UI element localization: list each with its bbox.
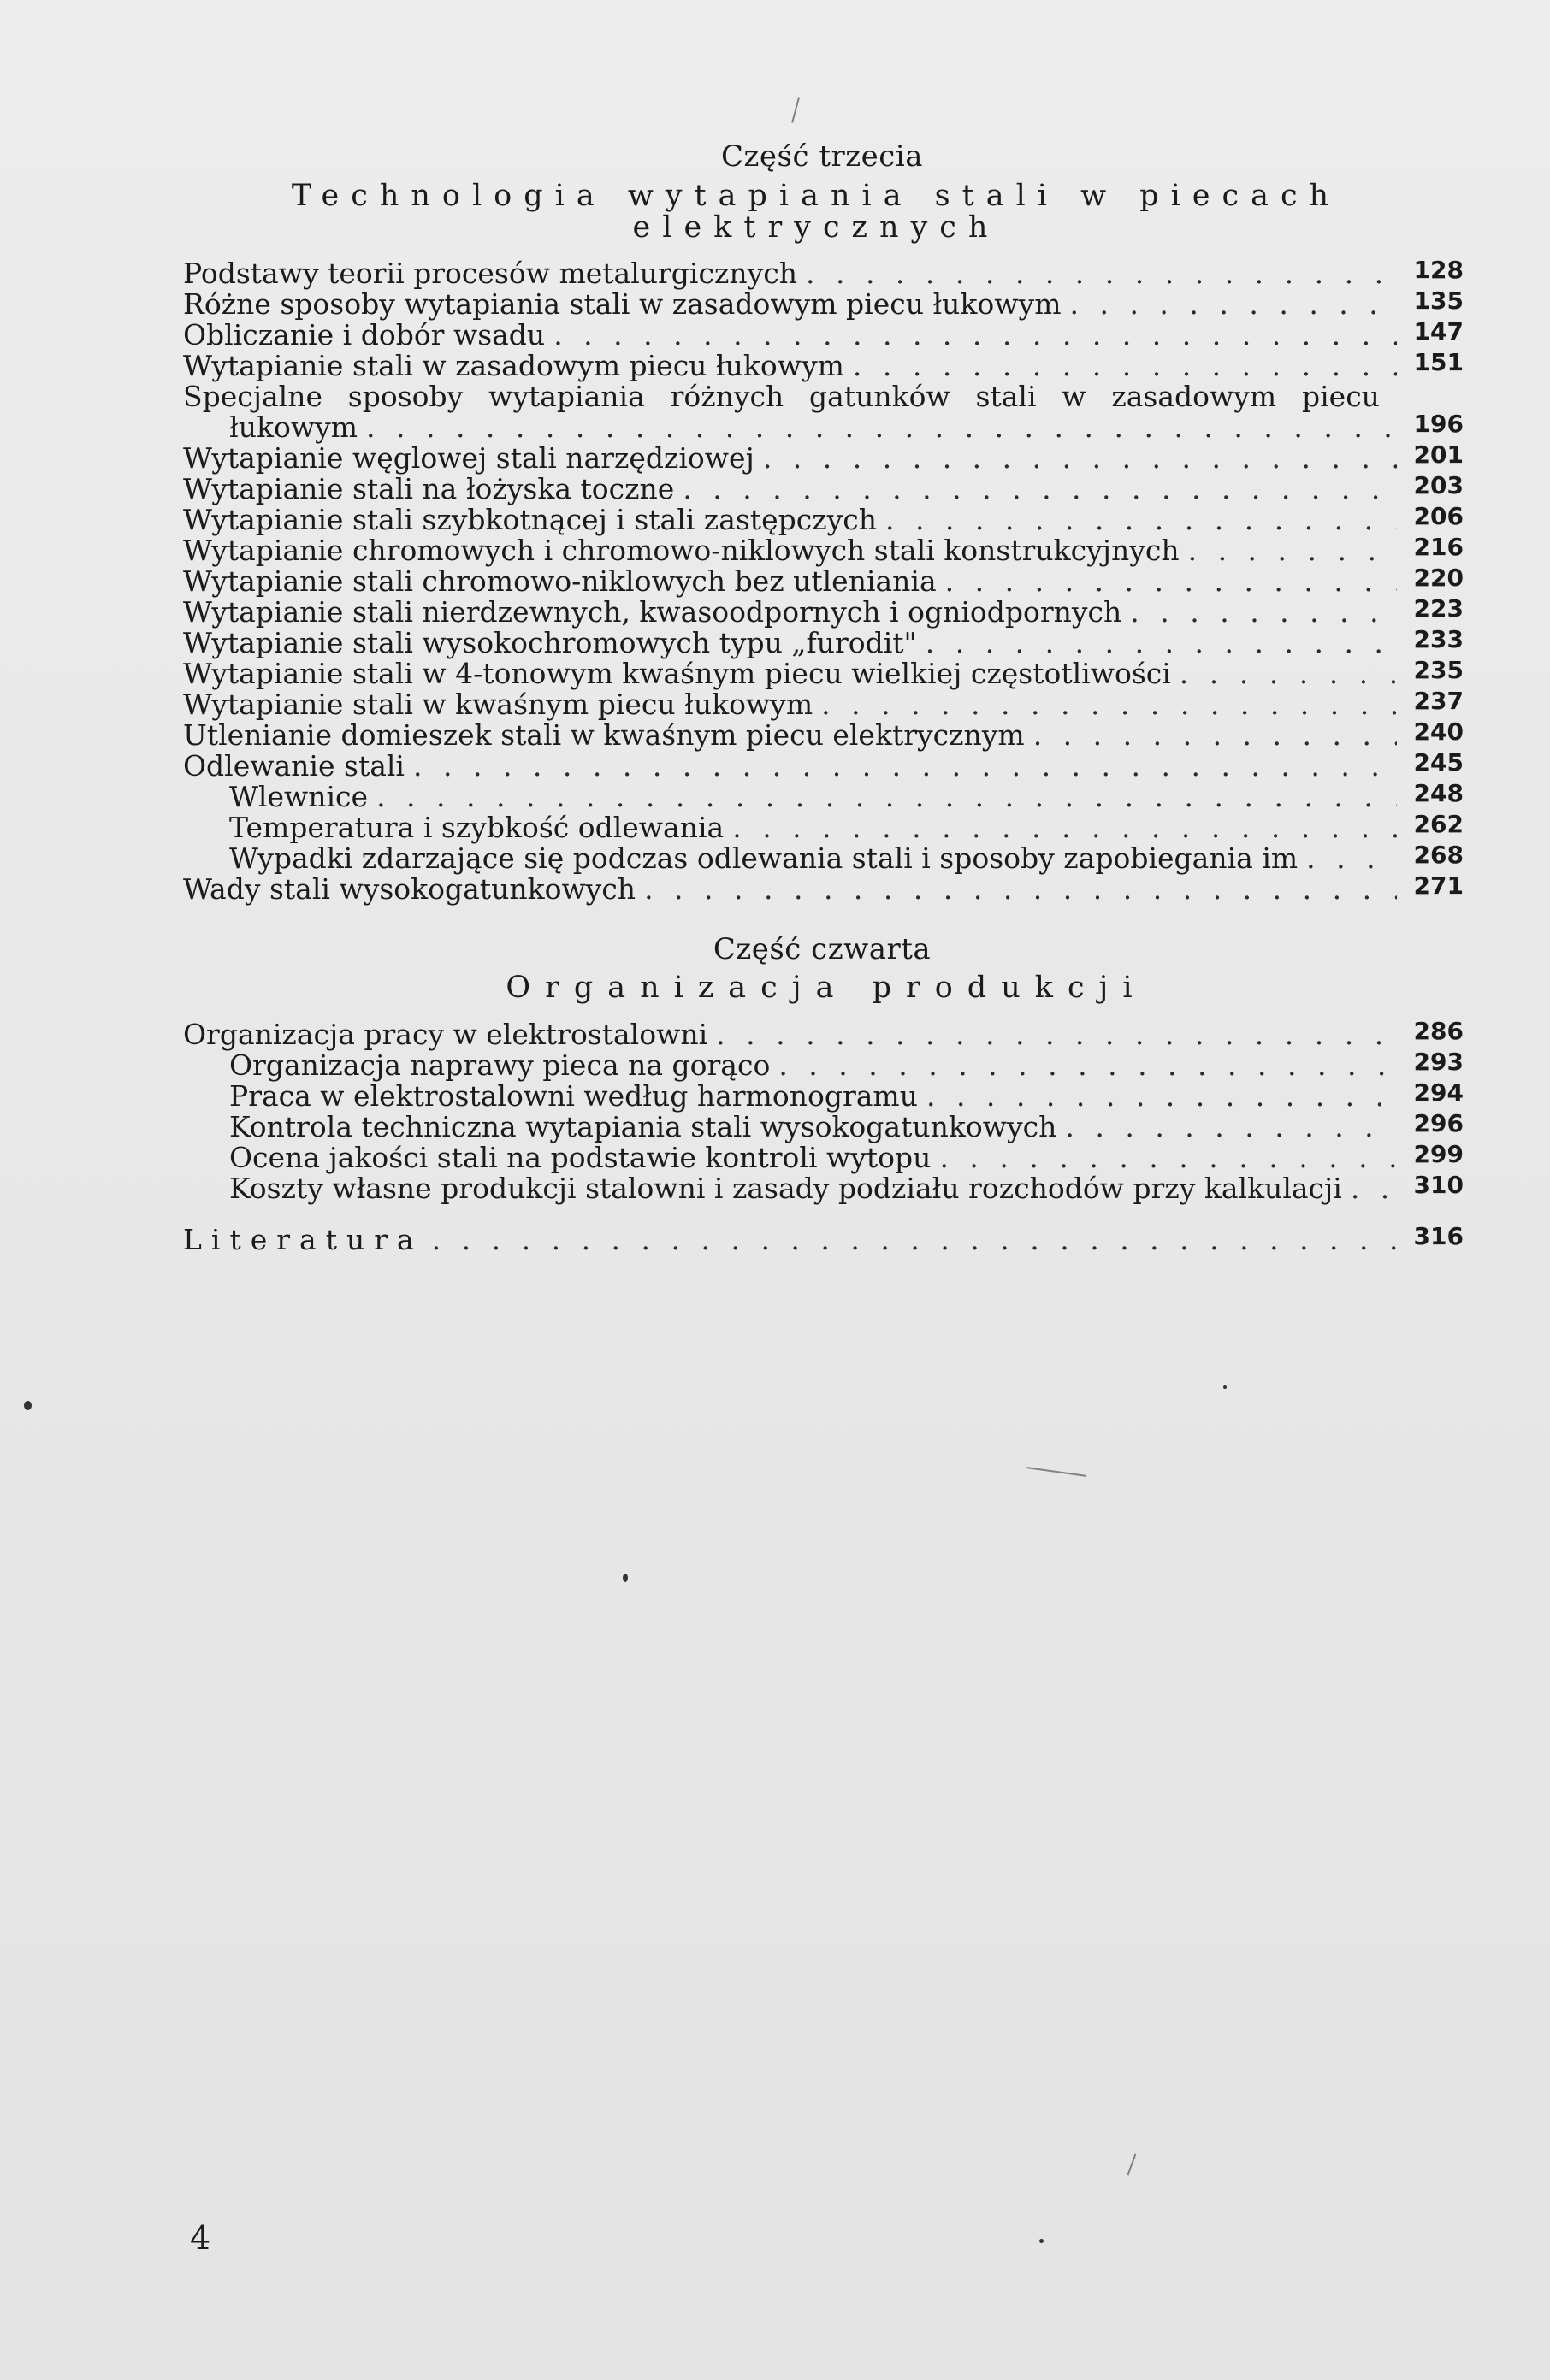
toc-entry: [183, 533, 1464, 567]
toc-entry-label: Różne sposoby wytapiania stali w zasadowym piecu łukowym: [183, 287, 1062, 321]
toc-entry-page: 296: [1413, 1109, 1464, 1137]
toc-entry-label: Temperatura i szybkość odlewania: [229, 811, 725, 844]
leader-dots: [724, 813, 1397, 842]
toc-entry-page: 248: [1413, 779, 1464, 807]
toc-entry-label: Koszty własne produkcji stalowni i zasady podziału rozchodów przy kalkulacji: [229, 1172, 1342, 1205]
toc-subentry: [183, 1048, 1464, 1082]
toc-entry-page: 237: [1413, 687, 1464, 715]
toc-entry: [183, 871, 1464, 906]
toc-entry-page: 299: [1413, 1140, 1464, 1168]
leader-dots: [1025, 721, 1397, 749]
toc-entry: [183, 440, 1464, 475]
toc-entry-page: 233: [1413, 625, 1464, 653]
scan-scratch: [1127, 2153, 1137, 2175]
toc-entry-label: Praca w elektrostalowni według harmonogramu: [229, 1079, 918, 1113]
toc-entry-label: Odlewanie stali: [183, 749, 405, 783]
leader-dots: [754, 444, 1397, 472]
toc-entry-literature: [183, 1222, 1464, 1256]
leader-dots: [931, 1143, 1397, 1172]
toc-entry-page: 206: [1413, 502, 1464, 530]
toc-subentry: [183, 810, 1464, 844]
toc-entry-page: 268: [1413, 841, 1464, 869]
toc-entry-page: 128: [1413, 256, 1464, 284]
toc-subentry: [183, 1171, 1464, 1205]
toc-entry-page: 294: [1413, 1078, 1464, 1107]
toc-entry: [183, 317, 1464, 351]
toc-subentry: [183, 1109, 1464, 1143]
part3-toc: [183, 256, 1464, 906]
toc-entry: [183, 382, 1464, 444]
toc-entry-page: 262: [1413, 810, 1464, 838]
toc-entry-label: Organizacja naprawy pieca na gorąco: [229, 1048, 771, 1082]
toc-entry-label: Wytapianie stali w kwaśnym piecu łukowym: [183, 688, 813, 721]
toc-entry-label: Literatura: [183, 1223, 423, 1256]
leader-dots: [1298, 844, 1397, 872]
leader-dots: [937, 567, 1397, 595]
leader-dots: [1342, 1174, 1397, 1202]
leader-dots: [1056, 1113, 1397, 1141]
leader-dots: [797, 259, 1397, 287]
toc-entry-page: 201: [1413, 440, 1464, 469]
toc-entry: [183, 748, 1464, 783]
toc-entry-label: Podstawy teorii procesów metalurgicznych: [183, 257, 797, 290]
leader-dots: [877, 505, 1397, 534]
toc-subentry: [183, 1140, 1464, 1174]
toc-entry-label: Wytapianie stali szybkotnącej i stali zastępczych: [183, 503, 877, 536]
toc-entry: [183, 594, 1464, 629]
leader-dots: [1180, 536, 1397, 564]
toc-entry-continuation: [183, 410, 1464, 444]
leader-dots: [1171, 659, 1397, 688]
scan-scratch: [1026, 1467, 1086, 1477]
page-number: 4: [190, 2219, 211, 2257]
toc-entry-label: Ocena jakości stali na podstawie kontroli wytopu: [229, 1141, 932, 1174]
toc-entry-label: Wytapianie stali chromowo-niklowych bez utleniania: [183, 564, 937, 598]
toc-subentry: [183, 1078, 1464, 1113]
toc-entry-label: Utlenianie domieszek stali w kwaśnym piecu elektrycznym: [183, 718, 1025, 752]
toc-entry-label: Wytapianie chromowych i chromowo-niklowych stali konstrukcyjnych: [183, 534, 1180, 567]
toc-entry-page: 293: [1413, 1048, 1464, 1076]
toc-entry: [183, 502, 1464, 536]
toc-entry-page: 286: [1413, 1017, 1464, 1045]
toc-entry: [183, 286, 1464, 321]
toc-entry-label-line2: łukowym: [229, 410, 358, 444]
part3-heading: Część trzecia: [721, 139, 923, 174]
scan-speck: [623, 1574, 628, 1582]
part4-title: Organizacja produkcji: [506, 971, 1147, 1005]
leader-dots: [770, 1051, 1397, 1079]
leader-dots: [1121, 598, 1397, 626]
toc-entry: [183, 656, 1464, 690]
toc-entry-label: Wlewnice: [229, 780, 369, 813]
scan-scratch: [791, 97, 800, 122]
scan-speck: [1039, 2239, 1044, 2243]
leader-dots: [405, 752, 1397, 780]
toc-entry-label: Wytapianie stali w zasadowym piecu łukowym: [183, 349, 844, 382]
toc-subentry: [183, 841, 1464, 875]
toc-entry-page: 223: [1413, 594, 1464, 623]
toc-entry-label-line1: Specjalne sposoby wytapiania różnych gatunków stali w zasadowym piecu: [183, 380, 1380, 413]
toc-entry: [183, 687, 1464, 721]
leader-dots: [358, 413, 1397, 441]
leader-dots: [707, 1020, 1397, 1048]
part4-heading: Część czwarta: [713, 932, 932, 966]
toc-entry: [183, 564, 1464, 598]
toc-entry-page: 235: [1413, 656, 1464, 684]
toc-entry-label: Organizacja pracy w elektrostalowni: [183, 1018, 708, 1051]
toc-entry: [183, 348, 1464, 382]
leader-dots: [813, 690, 1397, 718]
toc-entry: [183, 471, 1464, 505]
toc-entry-page: 271: [1413, 871, 1464, 900]
toc-entry-page: 245: [1413, 748, 1464, 777]
toc-entry-label: Wytapianie stali na łożyska toczne: [183, 472, 675, 505]
leader-dots: [368, 783, 1397, 811]
toc-entry-label: Wypadki zdarzające się podczas odlewania stali i sposoby zapobiegania im: [229, 842, 1299, 875]
toc-entry-label: Kontrola techniczna wytapiania stali wysokogatunkowych: [229, 1110, 1057, 1143]
toc-entry-label: Wytapianie stali nierdzewnych, kwasoodpornych i ogniodpornych: [183, 595, 1122, 629]
leader-dots: [918, 1082, 1397, 1110]
leader-dots: [674, 475, 1397, 503]
leader-dots: [423, 1225, 1397, 1254]
toc-entry-label: Wytapianie stali wysokochromowych typu „furodit": [183, 626, 917, 659]
leader-dots: [844, 351, 1397, 380]
scan-speck: [1223, 1385, 1227, 1389]
toc-entry-page: 310: [1413, 1171, 1464, 1199]
toc-entry-page: 151: [1413, 348, 1464, 376]
toc-entry: [183, 256, 1464, 290]
toc-entry: [183, 625, 1464, 659]
toc-entry-label: Wytapianie węglowej stali narzędziowej: [183, 441, 754, 475]
toc-entry-page: 135: [1413, 286, 1464, 315]
toc-entry-page: 203: [1413, 471, 1464, 499]
toc-entry: [183, 1017, 1464, 1051]
part4-toc: [183, 1017, 1464, 1256]
toc-entry-page: 216: [1413, 533, 1464, 561]
toc-entry-label: Wytapianie stali w 4-tonowym kwaśnym piecu wielkiej częstotliwości: [183, 657, 1171, 690]
leader-dots: [545, 321, 1397, 349]
toc-entry: [183, 718, 1464, 752]
toc-entry-label: Obliczanie i dobór wsadu: [183, 318, 546, 351]
leader-dots: [636, 875, 1397, 903]
part3-title-line1: Technologia wytapiania stali w piecach: [291, 179, 1341, 213]
part3-title-line2: elektrycznych: [632, 210, 1000, 245]
toc-entry-page: 316: [1413, 1222, 1464, 1250]
toc-entry-label: Wady stali wysokogatunkowych: [183, 872, 636, 906]
toc-entry-page: 240: [1413, 718, 1464, 746]
leader-dots: [1061, 290, 1397, 318]
toc-subentry: [183, 779, 1464, 813]
toc-entry-page: 220: [1413, 564, 1464, 592]
toc-entry-page: 147: [1413, 317, 1464, 345]
scan-speck: [24, 1401, 32, 1410]
toc-entry-page: 196: [1413, 410, 1464, 438]
leader-dots: [917, 629, 1397, 657]
